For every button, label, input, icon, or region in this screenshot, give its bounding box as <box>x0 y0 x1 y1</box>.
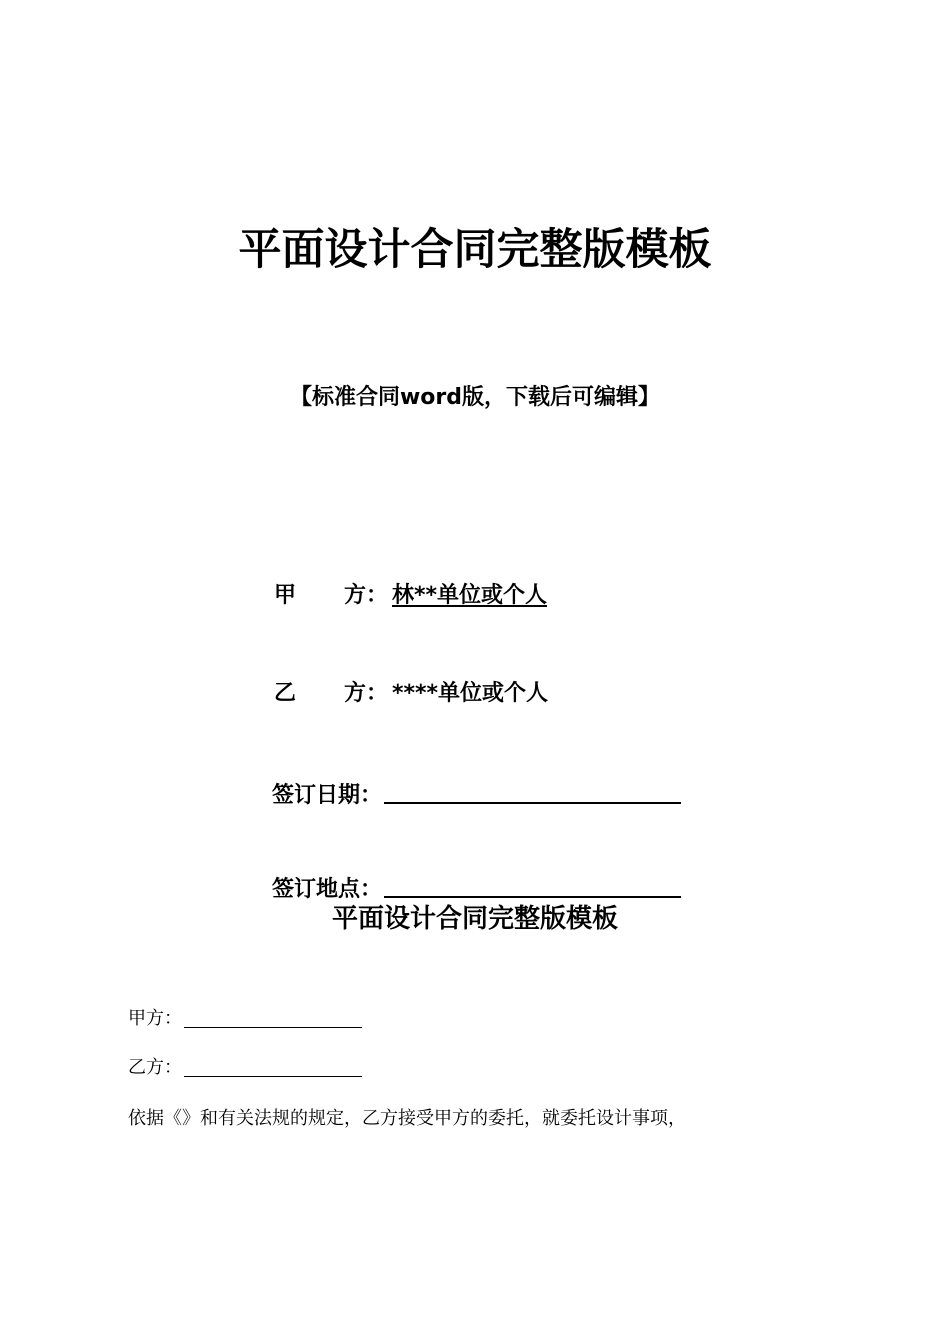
sign-date-blank-line[interactable] <box>384 780 681 804</box>
party-b-label <box>274 676 392 707</box>
cover-title: 平面设计合同完整版模板 <box>238 225 712 275</box>
body-paragraph: 依据《》和有关法规的规定，乙方接受甲方的委托，就委托设计事项， <box>128 1108 686 1129</box>
body-party-b-label: 乙方： <box>128 1057 182 1078</box>
body-party-a-line <box>128 1004 362 1030</box>
sign-date-label: 签订日期： <box>272 783 383 808</box>
body-party-a-blank[interactable] <box>184 1009 362 1028</box>
body-title: 平面设计合同完整版模板 <box>331 904 618 934</box>
party-b-label-second: 方： <box>344 681 389 706</box>
body-party-a-label: 甲方： <box>128 1008 182 1029</box>
party-a-field <box>274 578 547 609</box>
sign-date-field <box>272 778 681 809</box>
sign-place-label: 签订地点： <box>272 877 383 902</box>
body-party-b-blank[interactable] <box>184 1058 362 1077</box>
party-b-label-first: 乙 <box>274 681 297 706</box>
party-a-label-second: 方： <box>344 583 389 608</box>
party-a-label-first: 甲 <box>274 583 297 608</box>
body-party-b-line <box>128 1053 362 1079</box>
party-a-value: 林**单位或个人 <box>392 583 548 608</box>
sign-place-blank-line[interactable] <box>384 874 681 898</box>
cover-subtitle: 【标准合同word版，下载后可编辑】 <box>289 385 661 410</box>
party-b-value: ****单位或个人 <box>392 681 549 706</box>
party-a-label <box>274 578 392 609</box>
party-b-field <box>274 676 548 707</box>
